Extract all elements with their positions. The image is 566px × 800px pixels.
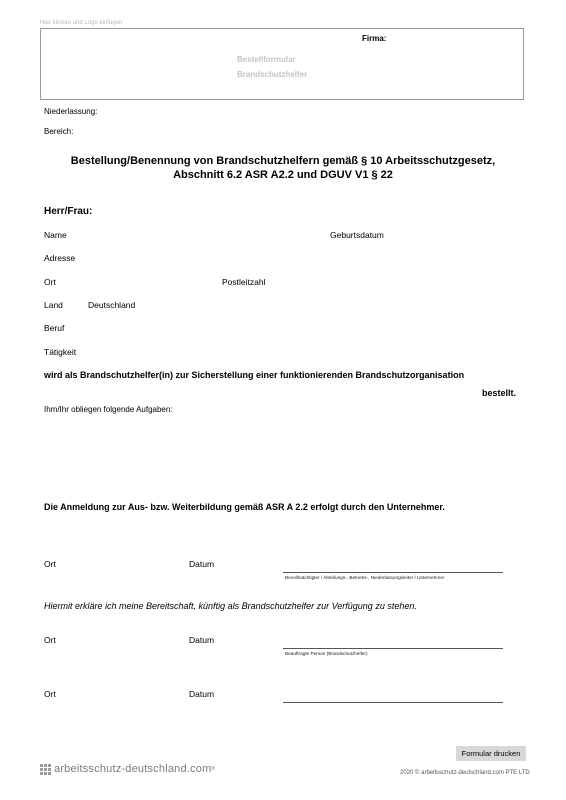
geburtsdatum-label: Geburtsdatum	[330, 230, 384, 240]
document-title	[40, 154, 526, 182]
signature-3-datum: Datum	[189, 689, 215, 699]
land-value[interactable]: Deutschland	[88, 300, 136, 310]
brand-logo	[40, 763, 215, 775]
herr-frau-label: Herr/Frau:	[44, 206, 93, 217]
signature-2-line[interactable]	[283, 648, 503, 649]
ort-label: Ort	[44, 277, 56, 287]
copyright-text: 2020 © arbeitsschutz-deutschland.com PTE LTD	[400, 770, 530, 776]
training-line: Die Anmeldung zur Aus- bzw. Weiterbildung gemäß ASR A 2.2 erfolgt durch den Unternehmer.	[44, 502, 445, 512]
niederlassung-label: Niederlassung:	[44, 107, 98, 116]
firma-label: Firma:	[362, 34, 387, 43]
header-box	[40, 28, 524, 100]
appointment-line: wird als Brandschutzhelfer(in) zur Sicherstellung einer funktionierenden Brandschutzorganisation	[44, 370, 465, 380]
brand-registered-mark: ®	[211, 766, 216, 772]
form-title-line2: Brandschutzhelfer	[237, 70, 308, 79]
signature-2-ort: Ort	[44, 635, 56, 645]
logo-placeholder-hint[interactable]: Hier klicken und Logo einfügen	[40, 20, 123, 26]
signature-3-line[interactable]	[283, 702, 503, 703]
brand-name: arbeitsschutz-deutschland.com	[54, 763, 212, 775]
signature-1-datum: Datum	[189, 559, 215, 569]
adresse-label: Adresse	[44, 253, 76, 263]
signature-2-caption: Beauftragte Person (Brandschutzhelfer)	[285, 651, 368, 656]
taetigkeit-label: Tätigkeit	[44, 347, 77, 357]
print-form-button[interactable]: Formular drucken	[456, 746, 526, 761]
signature-3-ort: Ort	[44, 689, 56, 699]
signature-1-caption: Bevollmächtigter / Abteilungs-, Betriebs-, Niederlassungsleiter / Unternehmer	[285, 575, 445, 580]
form-title-line1: Bestellformular	[237, 55, 296, 64]
land-label: Land	[44, 300, 63, 310]
signature-2-datum: Datum	[189, 635, 215, 645]
postleitzahl-label: Postleitzahl	[222, 277, 266, 287]
brand-grid-icon	[40, 764, 51, 775]
document-title-line2: Abschnitt 6.2 ASR A2.2 und DGUV V1 § 22	[173, 169, 393, 181]
document-title-line1: Bestellung/Benennung von Brandschutzhelfern gemäß § 10 Arbeitsschutzgesetz,	[70, 155, 496, 167]
signature-1-line[interactable]	[283, 572, 503, 573]
name-label: Name	[44, 230, 67, 240]
beruf-label: Beruf	[44, 323, 65, 333]
tasks-label: Ihm/Ihr obliegen folgende Aufgaben:	[44, 405, 173, 414]
willingness-line: Hiermit erkläre ich meine Bereitschaft, künftig als Brandschutzhelfer zur Verfügung zu stehen.	[44, 601, 417, 611]
signature-1-ort: Ort	[44, 559, 56, 569]
appointment-end: bestellt.	[482, 388, 517, 398]
bereich-label: Bereich:	[44, 127, 74, 136]
